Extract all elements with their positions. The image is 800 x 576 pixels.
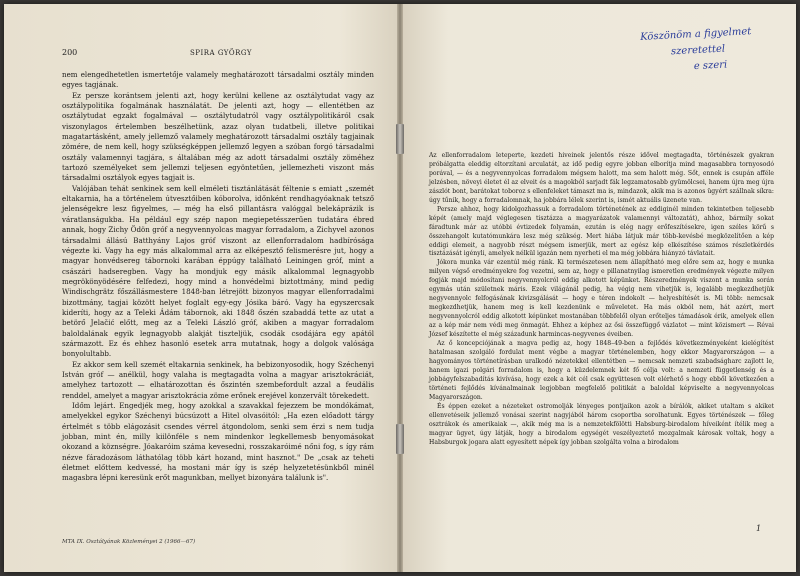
right-body-text xyxy=(429,152,774,447)
paragraph: És éppen ezeket a nézeteket ostromolják lényeges pontjaikon azok a bírálók, akiket utaltam s akiket ellenvetéseik jellemző vonásai szerint nagyjából három csoportba sorolhatunk. Egyes történészek — főleg osztrákok és amerikaiak —, akik még ma is a nemzetekfölötti Habsburg-birodalom híveiként ítélik meg a magyar ügyet, úgy látják, hogy a birodalom egységét veszélyeztető mozgalmak károsak voltak, hogy a Habsburgok jogara alatt egyesített népek így jobban szolgálta volna a birodalom xyxy=(429,402,774,446)
paragraph: Persze ahhoz, hogy kidolgozhassuk a forradalom történetének az eddiginél minden tekintetben teljesebb képét (amely majd véglegesen tisztázza a magyarázatok valamennyi változatát), ahhoz, bármily sokat fáradtunk már az utóbbi évtizedek folyamán, ezután is elég nagy erőfeszítésekre, igen széles körű s összehangolt kutatómunkára lesz még szükség. Mert hiába látjuk már több-kevésbé megközelítően a kép eddigi elemeit, a nagyobb részt mégsem ismerjük, mert az egész kép elkészítése számos részletkérdés tisztázását igényli, amelyek nélkül igazán nem nyerheti el ma még jobbára hiányzó távlatait. xyxy=(429,205,774,258)
staple-bottom xyxy=(396,424,404,454)
paragraph: Az ő koncepciójának a magva pedig az, hogy 1848–49-ben a fejlődés következményeként kielégítést hatalmasan szolgáló fordulat ment végbe a magyar történelemben, hogy ekkor Magyarországon — a hagyományos történetírásban uralkodó nézetekkel ellentétben — nemcsak nemzeti szabadságharc zajlott le, hanem igazi polgári forradalom is, hogy a küzdelemnek két fő célja volt: a nemzeti függetlenség és a jobbágyfelszabadítás kivívása, hogy ezek a két cél csak együttesen volt elérhető s hogy ebből következően a történeti fejlődés kívánalmainak legjobban megfelelő politikát a baloldal képviselte a negyvennyolcas Magyarországon. xyxy=(429,340,774,401)
right-page xyxy=(401,4,796,572)
binding-gutter xyxy=(397,4,403,572)
left-footer: MTA IX. Osztályának Közleményei 2 (1966—67) xyxy=(62,539,196,545)
left-page xyxy=(4,4,399,572)
handwritten-line: e szeri xyxy=(693,59,728,73)
staple-top xyxy=(396,124,404,154)
handwritten-note xyxy=(640,22,792,78)
running-header xyxy=(62,48,372,62)
booklet-spread xyxy=(4,4,796,572)
right-page-number: 1 xyxy=(756,524,762,533)
paragraph: Az ellenforradalom leteperte, kezdeti hiveinek jelentős része idővel megtagadta, történészek gyakran próbálgatta eleddig eltorzítani arculatát, az idő pedig egyre jobban elborítja mind magasabbra tornyosodó porával, — és a negyvennyolcas forradalom mégsem halott, ma sem halott még. Sőt, ennek is csupán afféle jelzésben, növeyi életet él az elveit és a magokból sarjadt fák legzamatosabb gyümölcsei, hanem újra meg újra zászlót bont, barátokat toboroz s ellenfeleket támaszt ma is, mindazok, akik ma is azonos ügyért szállnak síkra: úgy tűnik, hogy a forradalomnak, ha jobbára lélek szerint is, ismét aktuális üzenete van. xyxy=(429,152,774,204)
paragraph: Jókora munka vár ezentúl még ránk. Ki természetesen nem állapítható meg előre sem az, hogy e munka milyen végső eredményekre fog vezetni, sem az, hogy e pillanatnyilag ismeretlen eredmények végezte milyen fogják majd módosítani negyvennyolcról eddig alkotott képünket. Részeredmények viszont a munka során egymás után születnek máris. Ezek világánál pedig, ha végig nem vihetjük is, legalább megkezdhetjük negyvennyolc felfogásának kivizsgálását — hogy e téren indokolt — helyesbítését is. Mi több: nemcsak megkezdhetjük, hanem meg is kell kezdenünk e műveletet. Ha más okból nem, hát azért, mert negyvennyolcról eddig alkotott képünket mostanában többfelől olyan erőteljes támadások érik, amelyek ellen az a kép már nem védi meg önmagát. Ehhez a képhez az ősi összefüggő vázlatot — mint közismert — Révai József készítette el még századunk harmincas-negyvenes éveiben. xyxy=(429,259,774,339)
running-head-author: SPIRA GYÖRGY xyxy=(190,49,253,57)
paragraph: Ez persze korántsem jelenti azt, hogy kerülni kellene az osztálytudat vagy az osztálypolitika fogalmának használatát. De jelenti azt, hogy — ellentétben az osztálytudat egzakt fogalmával — osztálytudatról vagy osztálypolitikáról csak viszonylagos értelemben beszélhetünk, azaz olyan tudatbeli, illetve politikai magatartásként, amely jellemző valamely meghatározott társadalmi osztály tagjainak zömére, de nem kell, hogy szükségképpen jellemző legyen a szóban forgó társadalmi osztály valamennyi tagjára, s általában még az adott társadalmi osztály zöméhez tartozó személyeket sem jellemzi teljesen egyöntetűen, jellemezheti viszont más társadalmi osztályok egyes tagjait is. xyxy=(62,90,374,183)
left-page-number: 200 xyxy=(62,48,78,57)
left-body-text xyxy=(62,70,374,484)
handwritten-line: szeretettel xyxy=(670,43,726,58)
paragraph: Időm lejárt. Engedjék meg, hogy azokkal a szavakkal fejezzem be mondókámat, amelyekkel egykor Széchenyi búcsúzott a Hitel olvasóitól: „Ha ezen előadott tárgy értelmét s több elágozásit csendes vérrel átgondolom, senki sem érzi s nem tudja jobban, mint én, milly kiilönféle s nem mindenkor legkellemesb benyomásokat okozand a köznségre. Jóakaróim száma kevesedni, rosszakaróimé nőni fog, s így rám nézve fáradozásom láthatólag több kárt hozand, mint hasznot." De „csak az teheti életmet előttem kedvessé, ha mostani már így is szép helyzetetésünkből minél magasbra lépni keresünk erőt magunkban, mellyet bizonyára találunk is". xyxy=(62,401,374,483)
paragraph: nem elengedhetetlen ismertetője valamely meghatározott társadalmi osztály minden egyes tagjának. xyxy=(62,70,374,90)
paragraph: Valójában tehát senkinek sem kell elméleti tisztánlátását féltenie s emiatt „szemét eltakarnia, ha a történelem útvesztőiben kóborolva, időnként rendhagyóaknak tetsző jelenségekre lesz figyelmes, — még ha első pillantásra valóggal belekáprázik is váratlanságukba. Ha például egy szép napon megiepetésszerűen tudatára ébred annak, hogy Zichy Ödön gróf a negyvennyolcas magyar forradalom, a Zichyvel azonos társadalmi állású Batthyány Lajos gróf viszont az ellenforradalom hadbírósága végezte ki. Vagy ha egy más alkalommal arra az elképesztő felismerésre jut, hogy a magyar honvédsereg tábornoki karában éppúgy található Leiningen gróf, mint a császári hadseregben. Vagy ha mondjuk egy másik alkalommal legnagyobb megrökönyödésére felfedezi, hogy mind a honvédelmi biztottmány, mind pedig Windischgrätz főszállásmestere 1848-ban létrejött bizonyos magyar ellenforradalmi bizottmány, tagjai között helyet foglalt egy-egy Jósika báró. Vagy ha egyszercsak kideríti, hogy az a Teleki Ádám tábornok, aki 1848 őszén szabaddá tette az utat a betörő Jelačić előtt, meg az a Teleki László gróf, akiben a magyar forradalom baloldalának egyik legnagyobb alakját tiszteljük, csodák csodájára egy apától származott. Ez és ehhez hasonló esetek arra mutatnak, hogy a dolgok valósága bonyolultabb. xyxy=(62,183,374,359)
paragraph: Ez akkor sem kell szemét eltakarnia senkinek, ha bebizonyosodik, hogy Széchenyi István gróf — anélkül, hogy valaha is megtagadta volna a magyar arisztokráciát, amelyhez tartozott — elhatározottan és őszintén szembefordult azzal a feudális renddel, amelyet a magyar arisztokrácia zöme erőnek erejével konzervált törekedett. xyxy=(62,359,374,400)
handwritten-line: Köszönöm a figyelmet xyxy=(639,26,752,43)
